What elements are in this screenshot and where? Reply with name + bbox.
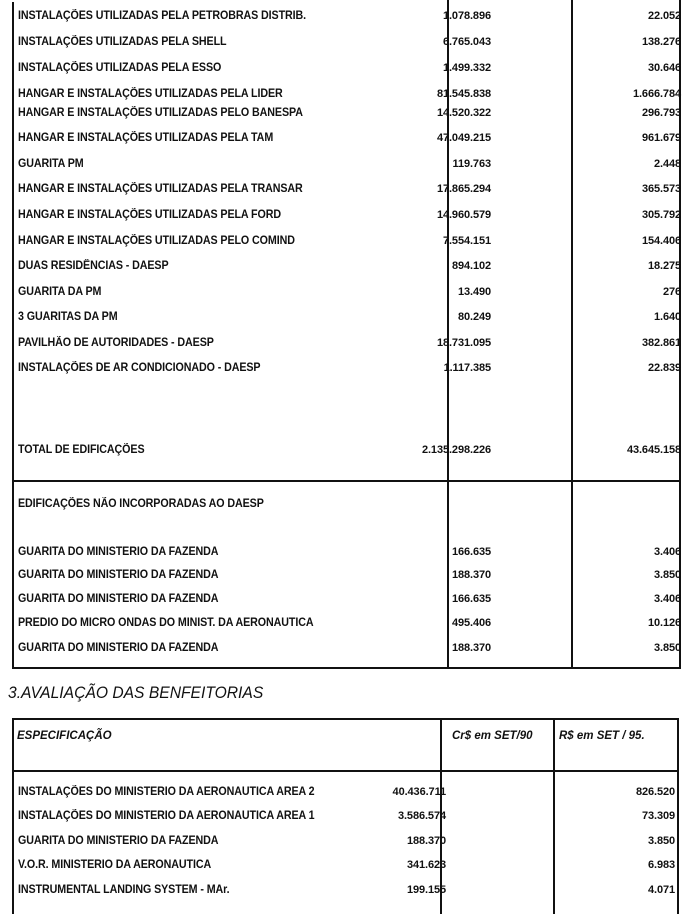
value-crs: 1.499.332 bbox=[442, 62, 491, 74]
row-description: GUARITA DO MINISTERIO DA FAZENDA bbox=[18, 546, 219, 558]
value-crs: 40.436.711 bbox=[392, 786, 446, 798]
table-row bbox=[14, 611, 686, 635]
row-description: INSTALAÇÕES UTILIZADAS PELA SHELL bbox=[18, 36, 227, 48]
row-description: GUARITA DO MINISTERIO DA FAZENDA bbox=[18, 835, 219, 847]
value-crs: 166.635 bbox=[451, 546, 491, 558]
value-crs: 1.078.896 bbox=[442, 10, 491, 22]
row-description: INSTALAÇÕES UTILIZADAS PELA ESSO bbox=[18, 62, 222, 74]
table-row bbox=[14, 804, 686, 828]
value-crs: 14.960.579 bbox=[436, 209, 491, 221]
table-border-bottom bbox=[12, 667, 681, 669]
table-row bbox=[14, 587, 686, 611]
table-row bbox=[14, 4, 686, 28]
row-description: INSTALAÇÕES DE AR CONDICIONADO - DAESP bbox=[18, 362, 261, 374]
table-row bbox=[14, 30, 686, 54]
header-divider bbox=[12, 770, 679, 772]
row-description: PREDIO DO MICRO ONDAS DO MINIST. DA AERONAUTICA bbox=[18, 617, 314, 629]
total-rs: 43.645.158 bbox=[626, 444, 681, 456]
value-crs: 14.520.322 bbox=[436, 107, 491, 119]
table-row bbox=[14, 829, 686, 853]
table-row bbox=[14, 636, 686, 660]
table-row bbox=[14, 126, 686, 150]
table-row bbox=[14, 229, 686, 253]
value-rs: 3.406 bbox=[653, 546, 681, 558]
value-crs: 188.370 bbox=[406, 835, 446, 847]
value-rs: 3.850 bbox=[653, 569, 681, 581]
table-row bbox=[14, 780, 686, 804]
row-description: GUARITA DA PM bbox=[18, 286, 102, 298]
column-header-especificacao: ESPECIFICAÇÃO bbox=[17, 730, 112, 742]
row-description: GUARITA PM bbox=[18, 158, 84, 170]
value-rs: 154.406 bbox=[641, 235, 681, 247]
value-crs: 119.763 bbox=[452, 158, 491, 170]
table-row bbox=[14, 540, 686, 564]
row-description: INSTALAÇÕES UTILIZADAS PELA PETROBRAS DISTRIB. bbox=[18, 10, 307, 22]
total-crs: 2.135.298.226 bbox=[421, 444, 491, 456]
benfeitorias-table bbox=[6, 718, 681, 914]
table-row bbox=[14, 203, 686, 227]
value-rs: 3.850 bbox=[653, 642, 681, 654]
table-row bbox=[14, 177, 686, 201]
value-crs: 188.370 bbox=[451, 642, 491, 654]
row-description: PAVILHÃO DE AUTORIDADES - DAESP bbox=[18, 337, 214, 349]
value-crs: 199.155 bbox=[406, 884, 446, 896]
value-rs: 30.646 bbox=[647, 62, 681, 74]
column-header-rs: R$ em SET / 95. bbox=[559, 730, 645, 742]
value-crs: 188.370 bbox=[451, 569, 491, 581]
value-rs: 276 bbox=[662, 286, 681, 298]
table-row bbox=[14, 878, 686, 902]
total-label: TOTAL DE EDIFICAÇÕES bbox=[18, 444, 145, 456]
value-rs: 382.861 bbox=[641, 337, 681, 349]
subheading-row bbox=[14, 492, 686, 516]
column-header-crs: Cr$ em SET/90 bbox=[452, 730, 533, 742]
value-rs: 10.126 bbox=[647, 617, 681, 629]
value-crs: 3.586.574 bbox=[397, 810, 446, 822]
value-rs: 3.850 bbox=[647, 835, 675, 847]
value-rs: 826.520 bbox=[635, 786, 675, 798]
value-rs: 22.052 bbox=[647, 10, 681, 22]
value-crs: 341.623 bbox=[406, 859, 446, 871]
row-description: HANGAR E INSTALAÇÕES UTILIZADAS PELA TRANSAR bbox=[18, 183, 303, 195]
value-rs: 6.983 bbox=[647, 859, 675, 871]
table-row bbox=[14, 56, 686, 80]
value-rs: 4.071 bbox=[647, 884, 675, 896]
value-crs: 80.249 bbox=[457, 311, 491, 323]
value-rs: 22.839 bbox=[647, 362, 681, 374]
table-row bbox=[14, 331, 686, 355]
value-crs: 6.765.043 bbox=[442, 36, 491, 48]
value-crs: 495.406 bbox=[451, 617, 491, 629]
row-description: GUARITA DO MINISTERIO DA FAZENDA bbox=[18, 593, 219, 605]
value-rs: 365.573 bbox=[641, 183, 681, 195]
section-title: 3.AVALIAÇÃO DAS BENFEITORIAS bbox=[8, 683, 264, 702]
value-rs: 296.793 bbox=[641, 107, 681, 119]
edificacoes-table bbox=[6, 0, 681, 672]
row-description: V.O.R. MINISTERIO DA AERONAUTICA bbox=[18, 859, 212, 871]
value-crs: 13.490 bbox=[457, 286, 491, 298]
row-description: INSTALAÇÕES DO MINISTERIO DA AERONAUTICA AREA 2 bbox=[18, 786, 315, 798]
value-rs: 1.666.784 bbox=[632, 88, 681, 100]
row-description: GUARITA DO MINISTERIO DA FAZENDA bbox=[18, 569, 219, 581]
value-crs: 81.545.838 bbox=[436, 88, 491, 100]
total-divider bbox=[12, 480, 681, 482]
value-crs: 166.635 bbox=[451, 593, 491, 605]
table-border-top bbox=[12, 718, 679, 720]
row-description: HANGAR E INSTALAÇÕES UTILIZADAS PELO COMIND bbox=[18, 235, 295, 247]
value-rs: 2.448 bbox=[653, 158, 681, 170]
total-row bbox=[14, 438, 686, 462]
table-row bbox=[14, 563, 686, 587]
row-description: HANGAR E INSTALAÇÕES UTILIZADAS PELO BANESPA bbox=[18, 107, 303, 119]
subheading-label: EDIFICAÇÕES NÃO INCORPORADAS AO DAESP bbox=[18, 498, 264, 510]
table-row bbox=[14, 305, 686, 329]
table-row bbox=[14, 356, 686, 380]
value-rs: 3.406 bbox=[653, 593, 681, 605]
row-description: DUAS RESIDÊNCIAS - DAESP bbox=[18, 260, 169, 272]
row-description: HANGAR E INSTALAÇÕES UTILIZADAS PELA LIDER bbox=[18, 88, 283, 100]
table-row bbox=[14, 152, 686, 176]
value-crs: 894.102 bbox=[451, 260, 491, 272]
table-row bbox=[14, 853, 686, 877]
value-crs: 17.865.294 bbox=[436, 183, 491, 195]
value-rs: 305.792 bbox=[641, 209, 681, 221]
row-description: HANGAR E INSTALAÇÕES UTILIZADAS PELA TAM bbox=[18, 132, 274, 144]
value-crs: 47.049.215 bbox=[436, 132, 491, 144]
row-description: GUARITA DO MINISTERIO DA FAZENDA bbox=[18, 642, 219, 654]
value-rs: 18.275 bbox=[647, 260, 681, 272]
value-rs: 1.640 bbox=[653, 311, 681, 323]
value-crs: 7.554.151 bbox=[442, 235, 491, 247]
row-description: HANGAR E INSTALAÇÕES UTILIZADAS PELA FORD bbox=[18, 209, 281, 221]
row-description: INSTRUMENTAL LANDING SYSTEM - MAr. bbox=[18, 884, 230, 896]
value-rs: 961.679 bbox=[641, 132, 681, 144]
table-row bbox=[14, 101, 686, 125]
row-description: INSTALAÇÕES DO MINISTERIO DA AERONAUTICA AREA 1 bbox=[18, 810, 315, 822]
table-row bbox=[14, 254, 686, 278]
value-crs: 18.731.095 bbox=[436, 337, 491, 349]
value-rs: 138.276 bbox=[641, 36, 681, 48]
row-description: 3 GUARITAS DA PM bbox=[18, 311, 118, 323]
value-rs: 73.309 bbox=[641, 810, 675, 822]
table-row bbox=[14, 280, 686, 304]
value-crs: 1.117.385 bbox=[443, 362, 491, 374]
